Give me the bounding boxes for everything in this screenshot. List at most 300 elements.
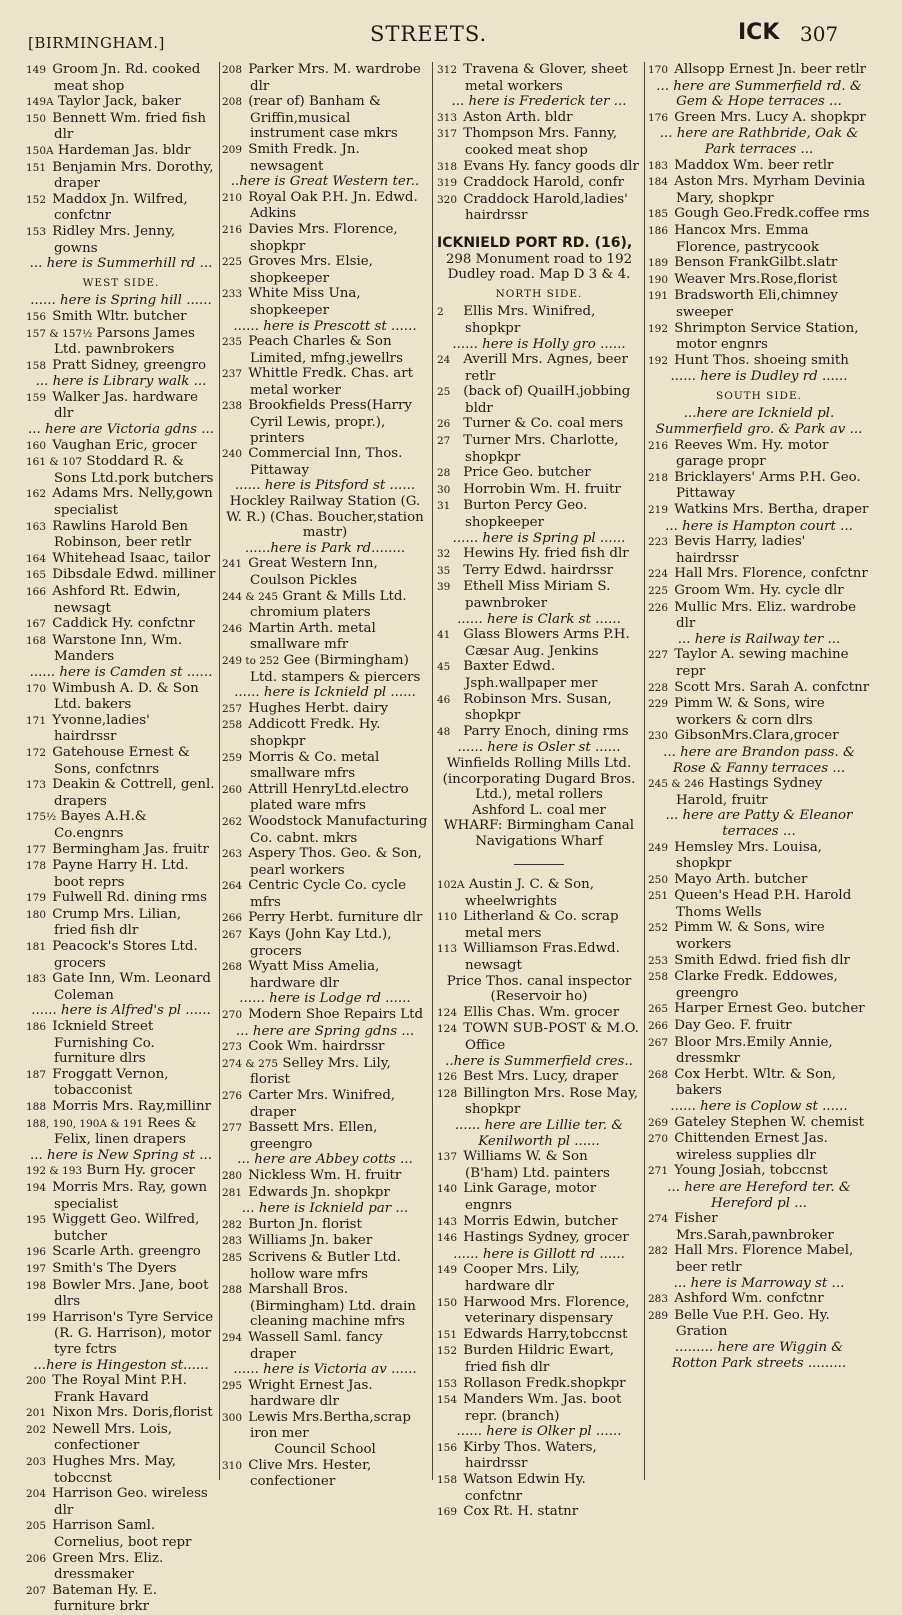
divider-line — [514, 864, 564, 865]
directory-entry — [26, 1244, 216, 1261]
occupant-text: Groom Jn. Rd. cooked meat shop — [52, 62, 201, 94]
house-number: 249 to 252 — [222, 654, 280, 667]
cross-street-reference: ...... here is Prescott st ...... — [233, 318, 417, 334]
directory-entry — [26, 486, 216, 519]
house-number: 32 — [437, 548, 451, 561]
directory-entry — [648, 109, 870, 127]
cross-street-reference: ..here is Summerfield cres.. — [445, 1053, 633, 1069]
house-number: 257 — [222, 702, 243, 715]
house-number: 190 — [648, 273, 669, 286]
directory-entry — [222, 781, 428, 814]
directory-entry — [648, 871, 870, 889]
directory-entry — [222, 1088, 428, 1120]
house-number: 270 — [648, 1133, 669, 1146]
house-number: 165 — [26, 569, 47, 582]
occupant-text: Day Geo. F. fruitr — [674, 1018, 792, 1034]
directory-entry — [648, 62, 870, 79]
occupant-text: Turner Mrs. Charlotte, shopkpr — [463, 433, 619, 465]
occupant-text: Clarke Fredk. Eddowes, greengro — [674, 969, 838, 1001]
occupant-text: Baxter Edwd. Jsph.wallpaper mer — [463, 659, 598, 691]
occupant-text: Parker Mrs. M. wardrobe dlr — [248, 62, 421, 94]
house-number: 246 — [222, 622, 243, 635]
cross-street-reference: ... here are Hereford ter. & Hereford pl ... — [667, 1179, 851, 1211]
house-number: 25 — [437, 386, 451, 399]
occupant-text: Burton Percy Geo. shopkeeper — [463, 498, 588, 531]
occupant-text: Woodstock Manufacturing Co. cabnt. mkrs — [248, 813, 428, 846]
occupant-text: Manders Wm. Jas. boot repr. (branch) — [463, 1392, 622, 1424]
occupant-text: Centric Cycle Co. cycle mfrs — [248, 878, 407, 910]
occupant-text: Edwards Harry,tobccnst — [463, 1326, 628, 1342]
cross-street-reference: ... here are Abbey cotts ... — [237, 1152, 413, 1168]
cross-street-reference: ... here are Spring gdns ... — [235, 1023, 415, 1039]
occupant-text: Stoddard R. & Sons Ltd.pork butchers — [54, 454, 214, 486]
occupant-text: (back of) QuailH.jobbing bldr — [463, 384, 631, 416]
directory-entry — [437, 546, 641, 563]
occupant-text: Taylor A. sewing machine repr — [674, 647, 849, 679]
house-number: 313 — [437, 111, 458, 124]
house-number: 24 — [437, 354, 451, 367]
occupant-text: Clive Mrs. Hester, confectioner — [248, 1457, 372, 1490]
house-number: 273 — [222, 1041, 243, 1054]
house-number: 253 — [648, 954, 669, 967]
occupant-text: Yvonne,ladies' hairdrssr — [52, 712, 150, 745]
directory-entry — [437, 1004, 641, 1022]
directory-entry — [437, 562, 641, 580]
house-number: 183 — [648, 159, 669, 172]
occupant-text: Bowler Mrs. Jane, boot dlrs — [52, 1277, 209, 1310]
cross-street-reference: ...... here is Alfred's pl ...... — [31, 1003, 211, 1019]
occupant-text: Martin Arth. metal smallware mfr — [248, 620, 376, 653]
occupant-text: Hall Mrs. Florence Mabel, beer retlr — [674, 1243, 854, 1275]
house-number: 192 — [648, 322, 669, 335]
directory-entry — [648, 920, 870, 953]
directory-entry — [26, 616, 216, 633]
house-number: 187 — [26, 1068, 47, 1081]
directory-entry — [648, 222, 870, 255]
occupant-text: Harper Ernest Geo. butcher — [674, 1001, 865, 1017]
house-number: 282 — [648, 1245, 669, 1258]
directory-entry — [222, 446, 428, 478]
house-number: 185 — [648, 208, 669, 221]
occupant-text: Gee (Birmingham) Ltd. stampers & piercers — [250, 652, 421, 685]
occupant-text: Wright Ernest Jas. hardware dlr — [248, 1377, 373, 1410]
house-number: 39 — [437, 581, 451, 594]
directory-entry — [222, 366, 428, 398]
directory-entry — [437, 416, 641, 433]
house-number: 233 — [222, 288, 243, 301]
house-number: 288 — [222, 1284, 243, 1297]
house-number: 208 — [222, 96, 243, 109]
house-number: 167 — [26, 618, 47, 631]
directory-entry — [437, 191, 641, 224]
occupant-text: Williams W. & Son (B'ham) Ltd. painters — [463, 1149, 610, 1181]
occupant-text: Ashford Wm. confctnr — [674, 1291, 824, 1307]
directory-entry — [26, 550, 216, 568]
occupant-text: GibsonMrs.Clara,grocer — [674, 728, 839, 744]
occupant-text: Shrimpton Service Station, motor engnrs — [674, 320, 859, 353]
occupant-text: Mullic Mrs. Eliz. wardrobe dlr — [674, 599, 856, 632]
directory-entry — [648, 1131, 870, 1163]
plain-entry: Council School — [274, 1442, 376, 1458]
occupant-text: Mayo Arth. butcher — [674, 871, 808, 887]
house-number: 176 — [648, 111, 669, 124]
occupant-text: Hughes Herbt. dairy — [248, 700, 389, 716]
occupant-text: Allsopp Ernest Jn. beer retlr — [674, 62, 867, 77]
directory-entry — [648, 696, 870, 728]
house-number: 163 — [26, 520, 47, 533]
occupant-text: Ashford Rt. Edwin, newsagt — [52, 584, 181, 616]
cross-street-reference: ... here is Marroway st ... — [673, 1275, 845, 1291]
occupant-text: Ridley Mrs. Jenny, gowns — [52, 223, 176, 256]
directory-entry — [26, 142, 216, 160]
directory-entry — [26, 357, 216, 375]
occupant-text: Bricklayers' Arms P.H. Geo. Pittaway — [674, 469, 861, 502]
occupant-text: Ellis Mrs. Winifred, shopkpr — [463, 304, 596, 336]
directory-entry — [648, 839, 870, 872]
occupant-text: Averill Mrs. Agnes, beer retlr — [463, 352, 628, 384]
directory-entry — [222, 556, 428, 588]
directory-entry — [437, 691, 641, 724]
occupant-text: Maddox Wm. beer retlr — [674, 157, 834, 173]
house-number: 124 — [437, 1023, 458, 1036]
directory-entry — [26, 971, 216, 1003]
occupant-text: Chittenden Ernest Jas. wireless supplies dlr — [674, 1131, 828, 1163]
directory-entry — [222, 910, 428, 927]
directory-entry — [26, 809, 216, 841]
house-number: 166 — [26, 586, 47, 598]
occupant-text: Hastings Sydney Harold, fruitr — [676, 776, 823, 808]
house-number: 249 — [648, 841, 669, 854]
house-number: 224 — [648, 568, 669, 581]
house-number: 188, 190, 190A & 191 — [26, 1117, 144, 1130]
occupant-text: Whitehead Isaac, tailor — [52, 550, 211, 566]
directory-entry — [437, 1181, 641, 1213]
house-number: 150A — [26, 144, 54, 157]
occupant-text: Robinson Mrs. Susan, shopkpr — [463, 691, 612, 724]
occupant-text: Smith Edwd. fried fish dlr — [674, 952, 850, 968]
house-number: 227 — [648, 649, 669, 662]
directory-entry — [648, 1114, 870, 1132]
directory-entry — [437, 109, 641, 127]
occupant-text: Great Western Inn, Coulson Pickles — [248, 556, 378, 588]
directory-entry — [648, 206, 870, 223]
directory-entry — [437, 1085, 641, 1118]
house-number: 124 — [437, 1006, 458, 1019]
occupant-text: Hewins Hy. fried fish dlr — [463, 546, 629, 562]
house-number: 269 — [648, 1116, 669, 1129]
occupant-text: Payne Harry H. Ltd. boot reprs — [52, 858, 189, 890]
house-number: 258 — [222, 719, 243, 732]
directory-entry — [437, 384, 641, 416]
house-number: 312 — [437, 64, 458, 76]
column-rule — [219, 62, 220, 1480]
house-number: 241 — [222, 558, 243, 571]
house-number: 283 — [222, 1235, 243, 1248]
directory-entry — [26, 325, 216, 358]
occupant-text: Peacock's Stores Ltd. grocers — [52, 939, 198, 971]
house-number: 194 — [26, 1181, 47, 1194]
house-number: 102A — [437, 879, 465, 892]
house-number: 197 — [26, 1262, 47, 1275]
directory-entry — [222, 1007, 428, 1024]
directory-entry — [648, 271, 870, 289]
occupant-text: Scrivens & Butler Ltd. hollow ware mfrs — [248, 1249, 401, 1282]
house-number: 319 — [437, 177, 458, 190]
occupant-text: Hall Mrs. Florence, confctnr — [674, 566, 868, 582]
house-number: 181 — [26, 941, 47, 954]
occupant-text: Nickless Wm. H. fruitr — [248, 1167, 402, 1183]
occupant-text: Groves Mrs. Elsie, shopkeeper — [248, 254, 373, 286]
house-number: 251 — [648, 890, 669, 903]
occupant-text: Aston Arth. bldr — [463, 109, 573, 125]
occupant-text: Smith's The Dyers — [52, 1260, 177, 1276]
house-number: 310 — [222, 1459, 243, 1472]
directory-entry — [437, 433, 641, 465]
cross-street-reference: ... here are Rathbride, Oak & Park terraces ... — [659, 126, 859, 157]
cross-street-reference: ...... here is Dudley rd ...... — [670, 369, 848, 385]
street-heading: ICKNIELD PORT RD. (16), — [437, 234, 633, 251]
directory-entry — [648, 174, 870, 206]
house-number: 265 — [648, 1003, 669, 1016]
cross-street-reference: ...... here is Pitsford st ...... — [234, 478, 416, 494]
occupant-text: Thompson Mrs. Fanny, cooked meat shop — [463, 126, 618, 158]
occupant-text: Harwood Mrs. Florence, veterinary dispensary — [463, 1294, 630, 1327]
house-number: 26 — [437, 418, 451, 431]
occupant-text: Taylor Jack, baker — [57, 94, 181, 110]
cross-street-reference: ...... here is Icknield pl ...... — [234, 685, 416, 701]
house-number: 262 — [222, 815, 243, 828]
occupant-text: Froggatt Vernon, tobacconist — [52, 1066, 169, 1099]
house-number: 48 — [437, 725, 451, 738]
directory-entry — [26, 223, 216, 256]
directory-entry — [648, 1307, 870, 1340]
directory-entry — [26, 567, 216, 584]
occupant-text: Hardeman Jas. bldr — [57, 142, 191, 158]
house-number: 30 — [437, 483, 451, 496]
occupant-text: Bevis Harry, ladies' hairdrssr — [674, 534, 806, 566]
directory-entry — [26, 389, 216, 422]
occupant-text: Smith Wltr. butcher — [52, 308, 187, 324]
occupant-text: Gateley Stephen W. chemist — [674, 1114, 864, 1130]
occupant-text: Kays (John Kay Ltd.), grocers — [248, 927, 392, 959]
house-number: 270 — [222, 1009, 243, 1022]
house-number: 204 — [26, 1488, 47, 1501]
occupant-text: Brookfields Press(Harry Cyril Lewis, propr.), printers — [248, 398, 412, 446]
directory-entry — [437, 1213, 641, 1231]
directory-entry — [26, 1212, 216, 1244]
occupant-text: Terry Edwd. hairdrssr — [463, 562, 614, 578]
occupant-text: Link Garage, motor engnrs — [463, 1181, 597, 1213]
directory-entry — [437, 1439, 641, 1472]
house-number: 46 — [437, 693, 451, 706]
directory-entry — [222, 846, 428, 878]
house-number: 264 — [222, 880, 243, 893]
directory-entry — [648, 1001, 870, 1018]
directory-entry — [26, 890, 216, 907]
occupant-text: Rees & Felix, linen drapers — [54, 1115, 197, 1148]
house-number: 128 — [437, 1087, 458, 1100]
occupant-text: Morris Edwin, butcher — [463, 1213, 618, 1229]
house-number: 274 — [648, 1213, 669, 1226]
house-number: 159 — [26, 391, 47, 404]
cross-street-reference: ...... here is Coplow st ...... — [670, 1099, 848, 1114]
occupant-text: Gatehouse Ernest & Sons, confctnrs — [52, 744, 190, 777]
house-number: 169 — [437, 1506, 458, 1519]
occupant-text: Morris Mrs. Ray,millinr — [52, 1099, 212, 1114]
house-number: 149 — [26, 64, 47, 76]
directory-entry — [26, 1518, 216, 1551]
plain-entry: Ashford L. coal mer — [472, 802, 606, 818]
occupant-text: Adams Mrs. Nelly,gown specialist — [52, 486, 213, 519]
directory-entry — [648, 437, 870, 470]
directory-entry — [222, 1377, 428, 1410]
occupant-text: Hughes Mrs. May, tobccnst — [52, 1454, 177, 1486]
occupant-text: Litherland & Co. scrap metal mers — [463, 909, 619, 941]
occupant-text: Billington Mrs. Rose May, shopkpr — [463, 1085, 639, 1118]
occupant-text: Kirby Thos. Waters, hairdrssr — [463, 1439, 597, 1472]
house-number: 179 — [26, 892, 47, 905]
directory-entry — [648, 1291, 870, 1308]
occupant-text: Hastings Sydney, grocer — [463, 1230, 629, 1246]
house-number: 153 — [437, 1377, 458, 1390]
directory-entry — [437, 877, 641, 909]
occupant-text: Burden Hildric Ewart, fried fish dlr — [463, 1343, 615, 1375]
occupant-text: Addicott Fredk. Hy. shopkpr — [248, 717, 381, 749]
house-number: 198 — [26, 1279, 47, 1292]
directory-entry — [648, 599, 870, 632]
directory-entry — [222, 927, 428, 959]
house-number: 228 — [648, 681, 669, 694]
directory-entry — [648, 1018, 870, 1035]
directory-entry — [26, 1179, 216, 1212]
house-number: 258 — [648, 971, 669, 984]
directory-entry — [222, 700, 428, 718]
house-number: 277 — [222, 1122, 243, 1135]
directory-entry — [26, 308, 216, 326]
house-number: 186 — [26, 1021, 47, 1034]
house-number: 188 — [26, 1101, 47, 1113]
directory-entry — [437, 158, 641, 176]
house-number: 196 — [26, 1246, 47, 1259]
occupant-text: Burton Jn. florist — [248, 1216, 362, 1232]
house-number: 126 — [437, 1071, 458, 1084]
house-number: 225 — [648, 585, 669, 597]
directory-entry — [26, 777, 216, 809]
house-number: 266 — [222, 912, 243, 925]
directory-entry — [222, 588, 428, 621]
house-number: 317 — [437, 128, 458, 141]
house-number: 268 — [222, 961, 243, 974]
occupant-text: Crump Mrs. Lilian, fried fish dlr — [52, 906, 182, 939]
directory-entry — [648, 583, 870, 600]
plain-entry: Hockley Railway Station (G. W. R.) (Chas. Boucher,station mastr) — [226, 494, 424, 541]
house-number: 206 — [26, 1552, 47, 1565]
occupant-text: Harrison Geo. wireless dlr — [52, 1486, 208, 1518]
directory-entry — [222, 1039, 428, 1056]
occupant-text: Queen's Head P.H. Harold Thoms Wells — [674, 888, 852, 920]
directory-entry — [26, 1486, 216, 1518]
house-number: 161 & 107 — [26, 456, 83, 469]
occupant-text: Travena & Glover, sheet metal workers — [463, 62, 628, 94]
occupant-text: Marshall Bros.(Birmingham) Ltd. drain cleaning machine mfrs — [248, 1282, 416, 1330]
directory-entry — [437, 579, 641, 611]
occupant-text: Aspery Thos. Geo. & Son, pearl workers — [248, 846, 422, 878]
occupant-text: Walker Jas. hardware dlr — [52, 389, 198, 422]
directory-entry — [648, 728, 870, 745]
directory-entry — [437, 1343, 641, 1375]
house-number: 192 — [648, 354, 669, 367]
occupant-text: Commercial Inn, Thos. Pittaway — [248, 446, 403, 478]
directory-entry — [222, 94, 428, 142]
occupant-text: Burn Hy. grocer — [86, 1163, 195, 1179]
house-number: 281 — [222, 1186, 243, 1199]
cross-street-reference: ... here are Brandon pass. & Rose & Fanny terraces ... — [663, 744, 855, 776]
occupant-text: Ellis Chas. Wm. grocer — [463, 1004, 620, 1020]
cross-street-reference: ...here are Icknield pl. Summerfield gro. & Park av ... — [655, 406, 863, 438]
directory-entry — [26, 191, 216, 224]
house-number: 201 — [26, 1407, 47, 1420]
plain-entry: 298 Monument road to 192 Dudley road. Map D 3 & 4. — [445, 251, 633, 283]
occupant-text: Bennett Wm. fried fish dlr — [52, 110, 207, 143]
occupant-text: Lewis Mrs.Bertha,scrap iron mer — [248, 1409, 411, 1442]
directory-entry — [437, 62, 641, 94]
house-number: 294 — [222, 1331, 243, 1344]
directory-entry — [437, 1230, 641, 1247]
cross-street-reference: ... here is New Spring st ... — [29, 1147, 213, 1163]
directory-entry — [222, 813, 428, 846]
directory-entry — [437, 1021, 641, 1054]
cross-street-reference: ... here is Hampton court ... — [665, 518, 853, 534]
occupant-text: Watkins Mrs. Bertha, draper — [674, 502, 869, 518]
directory-entry — [26, 1115, 216, 1148]
house-number: 252 — [648, 922, 669, 935]
directory-entry — [648, 320, 870, 353]
house-number: 150 — [26, 112, 47, 125]
directory-entry — [648, 157, 870, 175]
house-number: 285 — [222, 1251, 243, 1264]
directory-entry — [222, 1167, 428, 1185]
house-number: 152 — [26, 193, 47, 206]
cross-street-reference: ...... here is Spring pl ...... — [452, 530, 626, 546]
occupant-text: Royal Oak P.H. Jn. Edwd. Adkins — [248, 189, 418, 222]
occupant-text: Price Geo. butcher — [463, 465, 591, 481]
house-number: 137 — [437, 1151, 458, 1164]
house-number: 180 — [26, 908, 47, 921]
house-number: 199 — [26, 1311, 47, 1324]
column-rule — [644, 62, 645, 1480]
directory-entry — [26, 1550, 216, 1583]
directory-entry — [437, 1392, 641, 1424]
occupant-text: Wiggett Geo. Wilfred, butcher — [52, 1212, 200, 1244]
directory-entry — [222, 62, 428, 94]
house-number: 230 — [648, 730, 669, 743]
occupant-text: Scarle Arth. greengro — [52, 1244, 201, 1260]
occupant-text: Green Mrs. Eliz. dressmaker — [52, 1550, 164, 1583]
house-number: 171 — [26, 714, 47, 727]
occupant-text: Wassell Saml. fancy draper — [248, 1329, 383, 1362]
house-number: 31 — [437, 500, 451, 513]
house-number: 209 — [222, 143, 243, 156]
house-number: 158 — [437, 1474, 458, 1487]
cross-street-reference: ... here is Summerhill rd ... — [29, 256, 213, 272]
column-4 — [648, 62, 870, 1490]
directory-entry — [26, 1099, 216, 1116]
occupant-text: Bloor Mrs.Emily Annie, dressmkr — [674, 1034, 833, 1067]
occupant-text: Belle Vue P.H. Geo. Hy. Gration — [674, 1307, 830, 1340]
occupant-text: Benson FrankGilbt.slatr — [674, 255, 838, 271]
directory-entry — [222, 398, 428, 446]
directory-entry — [222, 221, 428, 254]
